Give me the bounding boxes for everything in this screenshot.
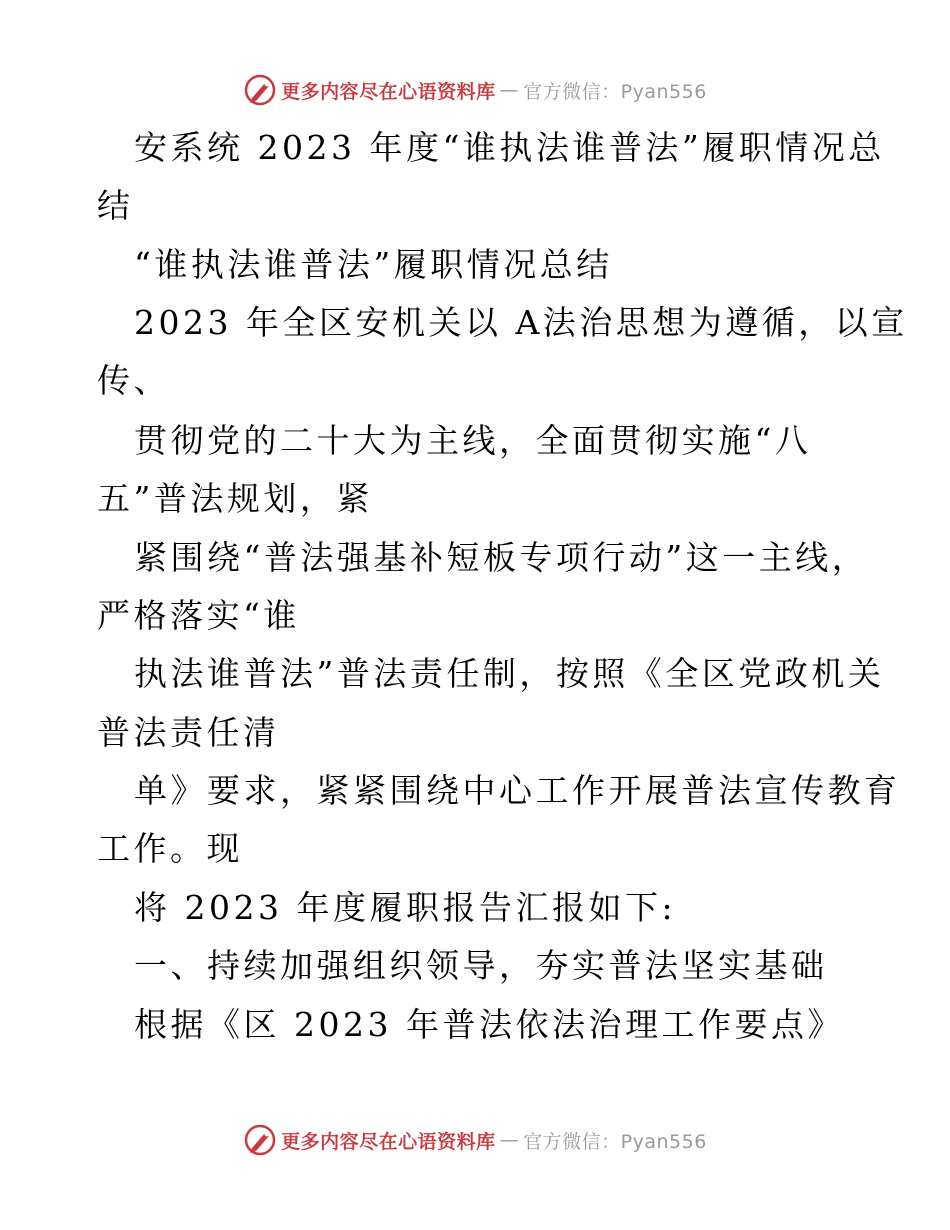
text-line: 一、持续加强组织领导，夯实普法坚实基础	[134, 946, 828, 985]
watermark-separator: —	[499, 1129, 520, 1151]
text-line: 将 2023 年度履职报告汇报如下:	[134, 888, 677, 927]
pen-circle-logo-icon	[243, 73, 277, 107]
text-line: 单》要求，紧紧围绕中心工作开展普法宣传教育	[134, 771, 901, 810]
watermark-brand-text: 更多内容尽在心语资料库	[281, 1130, 496, 1153]
text-line: 结	[97, 186, 134, 225]
text-line: 紧围绕“普法强基补短板专项行动”这一主线，	[134, 538, 869, 577]
text-line: 安系统 2023 年度“谁执法谁普法”履职情况总	[134, 128, 885, 167]
text-line: 工作。现	[97, 829, 243, 868]
text-line: 严格落实“谁	[97, 596, 300, 635]
text-line: 普法责任清	[97, 713, 280, 752]
text-line: 贯彻党的二十大为主线，全面贯彻实施“八	[134, 421, 812, 460]
pen-circle-logo-icon	[243, 1123, 277, 1157]
footer-watermark	[0, 1120, 950, 1160]
watermark-brand-text: 更多内容尽在心语资料库	[281, 80, 496, 103]
watermark-separator: —	[499, 79, 520, 101]
text-line: 执法谁普法”普法责任制，按照《全区党政机关	[134, 654, 885, 693]
header-watermark	[0, 70, 950, 110]
text-line: 2023 年全区安机关以 A法治思想为遵循，以宣	[134, 303, 908, 342]
watermark-contact-text: 官方微信：Pyan556	[523, 1130, 707, 1153]
text-line: “谁执法谁普法”履职情况总结	[134, 245, 613, 284]
text-line: 根据《区 2023 年普法依法治理工作要点》	[134, 1005, 844, 1044]
text-line: 五”普法规划，紧	[97, 479, 373, 518]
text-line: 传、	[97, 361, 170, 400]
watermark-contact-text: 官方微信：Pyan556	[523, 80, 707, 103]
